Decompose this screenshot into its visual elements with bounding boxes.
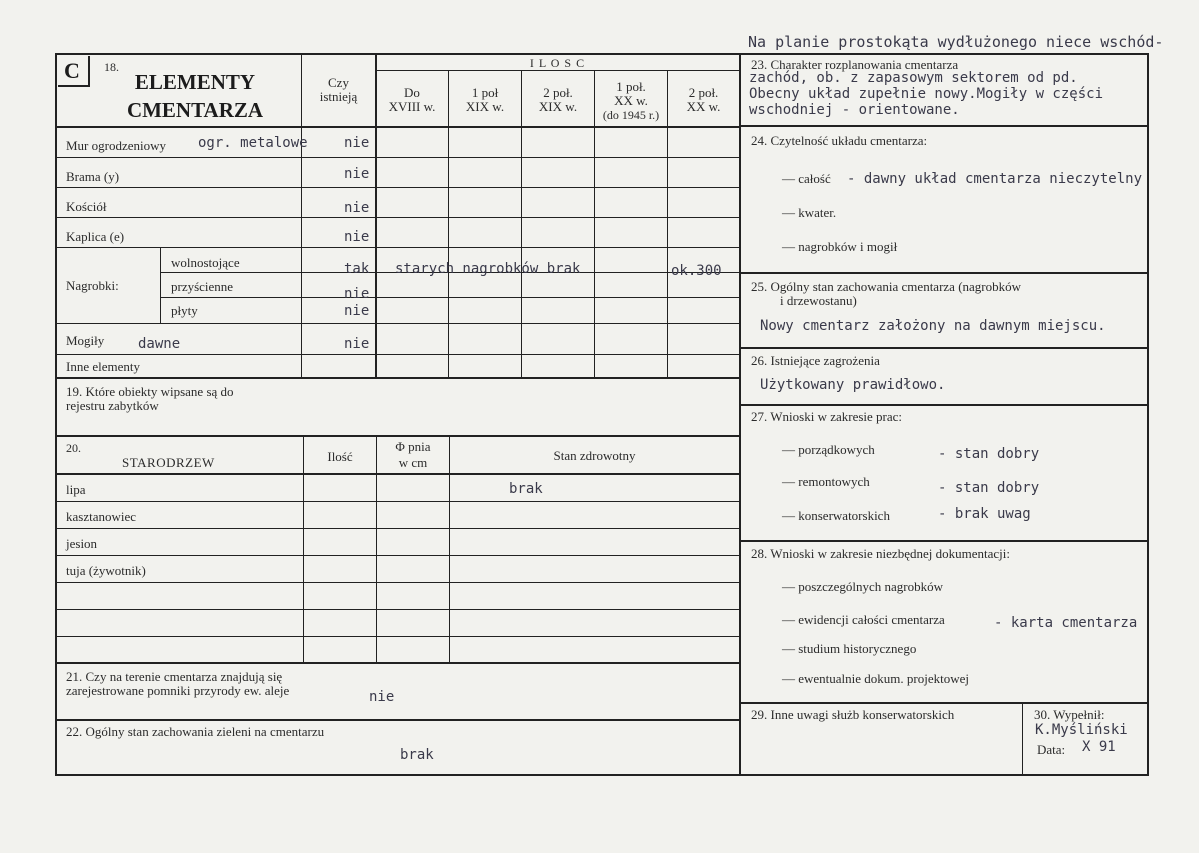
mogily-exists: nie — [344, 336, 370, 352]
section-20-bottom — [56, 662, 740, 664]
s27-label: 27. Wnioski w zakresie prac: — [751, 409, 903, 424]
section-letter: C — [64, 58, 80, 83]
kosciol-exists: nie — [344, 200, 370, 216]
s20-row-line — [56, 636, 740, 637]
s20-row-line — [56, 555, 740, 556]
s28-item-3: — studium historycznego — [782, 641, 917, 656]
s20-wcm: w cm — [398, 455, 428, 470]
elements-title-1: ELEMENTY — [134, 70, 256, 94]
mur-label: Mur ogrodzeniowy — [66, 138, 167, 153]
s20-row-line — [56, 609, 740, 610]
col-5-l1: 2 poł. — [688, 85, 719, 100]
elements-title-2: CMENTARZA — [126, 98, 264, 122]
wolnostojace-label: wolnostojące — [171, 255, 240, 270]
s23-text-3: wschodniej - orientowane. — [749, 102, 960, 118]
section-21-bottom — [56, 719, 740, 721]
frame-right — [1147, 53, 1149, 776]
col-line-5 — [667, 71, 668, 378]
nagrobki-divider — [160, 247, 161, 323]
s22-label: 22. Ogólny stan zachowania zieleni na cmentarzu — [66, 724, 325, 739]
istnieja-label: istnieją — [319, 89, 358, 104]
s22-value: brak — [400, 747, 434, 763]
s20-col-1 — [303, 436, 304, 662]
ilosc-label: I L O S C — [529, 56, 586, 70]
s20-phi: Φ pnia — [395, 439, 431, 454]
row-line — [56, 354, 740, 355]
row-line — [161, 297, 740, 298]
row-line — [56, 323, 740, 324]
col-4-l2: XX w. — [614, 93, 648, 108]
wolnostojace-count: ok.300 — [671, 263, 722, 279]
s24-kwater: — kwater. — [782, 205, 837, 220]
mogily-value: dawne — [138, 336, 181, 352]
s20-row-kasztanowiec: kasztanowiec — [66, 509, 137, 524]
col-4-l1: 1 poł. — [616, 79, 646, 94]
s30-data-label: Data: — [1037, 742, 1066, 757]
s21-value: nie — [369, 689, 395, 705]
ilosc-underline — [376, 70, 739, 71]
brama-label: Brama (y) — [66, 169, 120, 184]
row-line — [56, 217, 740, 218]
section-26-bottom — [740, 404, 1148, 406]
section-23-bottom — [740, 125, 1148, 127]
s24-label: 24. Czytelność układu cmentarza: — [751, 133, 928, 148]
s20-row-jesion: jesion — [66, 536, 98, 551]
plyty-label: płyty — [171, 303, 198, 318]
s24-calosc: — całość — [782, 171, 831, 186]
section-28-bottom — [740, 702, 1148, 704]
s23-text-2: Obecny układ zupełnie nowy.Mogiły w części — [749, 86, 1104, 102]
s25-label-1: 25. Ogólny stan zachowania cmentarza (nagrobków — [751, 279, 1022, 294]
przyscienne-exists: nie — [344, 286, 370, 302]
frame-bottom — [56, 774, 1149, 776]
col-1-l1: Do — [404, 85, 420, 100]
section-25-bottom — [740, 347, 1148, 349]
col-3-l1: 2 poł. — [543, 85, 573, 100]
mogily-label: Mogiły — [66, 333, 105, 348]
section-18-bottom — [56, 377, 740, 379]
plyty-exists: nie — [344, 303, 370, 319]
brama-exists: nie — [344, 166, 370, 182]
s21-label-1: 21. Czy na terenie cmentarza znajdują się — [66, 669, 283, 684]
s20-header-bottom — [56, 473, 740, 475]
s23-text-1: zachód, ob. z zapasowym sektorem od pd. — [749, 70, 1078, 86]
s28-item-2: — ewidencji całości cmentarza — [782, 612, 945, 627]
s27-item-2-value: - stan dobry — [938, 480, 1040, 496]
s19-label-1: 19. Które obiekty wipsane są do — [66, 384, 234, 399]
s20-col-3 — [449, 436, 450, 662]
s20-ilosc: Ilość — [327, 449, 353, 464]
s20-stan-value: brak — [509, 481, 543, 497]
col-4-l3: (do 1945 r.) — [602, 108, 660, 122]
inne-label: Inne elementy — [66, 359, 140, 374]
s30-data-value: X 91 — [1082, 739, 1116, 755]
frame-middle — [739, 53, 741, 776]
section-27-bottom — [740, 540, 1148, 542]
frame-left — [55, 53, 57, 776]
col-5-l2: XX w. — [686, 99, 721, 114]
s27-item-3-value: - brak uwag — [938, 506, 1031, 522]
czy-label: Czy — [328, 75, 349, 90]
s20-number: 20. — [66, 441, 81, 455]
s27-item-3: — konserwatorskich — [782, 508, 890, 523]
col-1-l2: XVIII w. — [388, 99, 436, 114]
s25-label-2: i drzewostanu) — [780, 293, 857, 308]
s23-label: 23. Charakter rozplanowania cmentarza — [751, 57, 959, 72]
s28-item-1: — poszczególnych nagrobków — [782, 579, 944, 594]
wolnostojace-exists: tak — [344, 261, 370, 277]
kosciol-label: Kościół — [66, 199, 107, 214]
section-19-bottom — [56, 435, 740, 437]
s30-name: K.Myśliński — [1035, 722, 1128, 738]
s26-value: Użytkowany prawidłowo. — [760, 377, 946, 393]
col-line-2 — [448, 71, 449, 378]
s20-row-line — [56, 582, 740, 583]
kaplica-exists: nie — [344, 229, 370, 245]
s19-label-2: rejestru zabytków — [66, 398, 159, 413]
s27-item-1-value: - stan dobry — [938, 446, 1040, 462]
s21-label-2: zarejestrowane pomniki przyrody ew. aleje — [66, 683, 290, 698]
s20-stan: Stan zdrowotny — [553, 448, 636, 463]
s20-row-tuja: tuja (żywotnik) — [66, 563, 146, 578]
wolnostojace-note: starych nagrobków brak — [395, 261, 581, 277]
row-line — [56, 187, 740, 188]
s24-nagrobkow: — nagrobków i mogił — [782, 239, 898, 254]
s28-item-4: — ewentualnie dokum. projektowej — [782, 671, 970, 686]
s24-calosc-value: - dawny układ cmentarza nieczytelny — [847, 171, 1143, 187]
header-bottom-line — [56, 126, 740, 128]
przyscienne-label: przyścienne — [171, 279, 234, 294]
row-line — [56, 157, 740, 158]
frame-top — [56, 53, 1149, 55]
row-line — [56, 247, 740, 248]
s20-row-line — [56, 501, 740, 502]
col-3-l2: XIX w. — [538, 99, 578, 114]
nagrobki-label: Nagrobki: — [66, 278, 119, 293]
top-note: Na planie prostokąta wydłużonego niece wschód- — [748, 33, 1164, 51]
s20-title: STARODRZEW — [122, 455, 215, 470]
mur-value: ogr. metalowe — [198, 135, 308, 151]
s25-value: Nowy cmentarz założony na dawnym miejscu. — [760, 318, 1106, 334]
s30-label: 30. Wypełnił: — [1034, 707, 1105, 722]
s27-item-2: — remontowych — [782, 474, 870, 489]
mur-exists: nie — [344, 135, 370, 151]
s20-row-line — [56, 528, 740, 529]
s29-s30-divider — [1022, 703, 1023, 775]
s29-label: 29. Inne uwagi służb konserwatorskich — [751, 707, 955, 722]
kaplica-label: Kaplica (e) — [66, 229, 125, 244]
section-24-bottom — [740, 272, 1148, 274]
section-18-number: 18. — [104, 60, 119, 74]
col-line-3 — [521, 71, 522, 378]
s20-row-lipa: lipa — [66, 482, 86, 497]
s28-item-2-value: - karta cmentarza — [994, 615, 1138, 631]
col-2-l2: XIX w. — [465, 99, 505, 114]
s27-item-1: — porządkowych — [782, 442, 875, 457]
s28-label: 28. Wnioski w zakresie niezbędnej dokumentacji: — [751, 546, 1010, 561]
col-2-l1: 1 poł — [471, 85, 499, 100]
s26-label: 26. Istniejące zagrożenia — [751, 353, 880, 368]
